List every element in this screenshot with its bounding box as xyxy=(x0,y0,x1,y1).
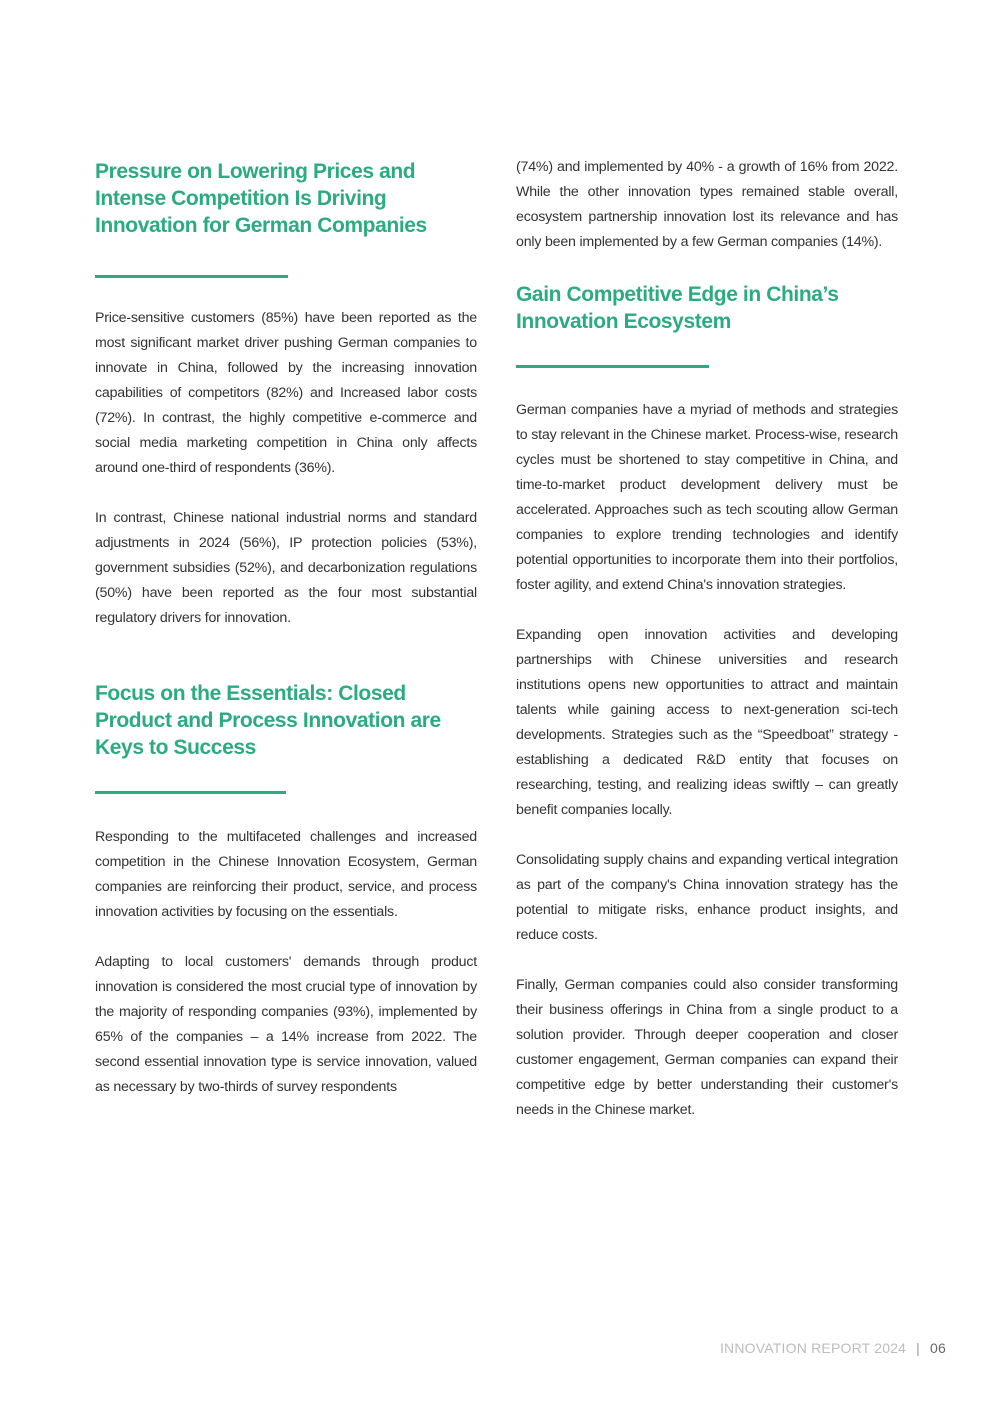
page-number: 06 xyxy=(930,1340,946,1356)
paragraph-reinforcing-innovation: Responding to the multifaceted challenges and increased competition in the Chinese Innovation Ecosystem, German companies are reinforcing their product, service, and process innovation activities by focusing on the essentials. xyxy=(95,829,477,920)
right-column xyxy=(516,155,898,1123)
heading-underline xyxy=(95,275,288,278)
section-heading-competitive-edge: Gain Competitive Edge in China’s Innovation Ecosystem xyxy=(516,283,839,333)
heading-underline xyxy=(516,365,709,368)
paragraph-supply-chains: Consolidating supply chains and expanding vertical integration as part of the company's China innovation strategy has the potential to mitigate risks, enhance product insights, and reduce costs. xyxy=(516,852,898,943)
paragraph-continuation: (74%) and implemented by 40% - a growth of 16% from 2022. While the other innovation types remained stable overall, ecosystem partnership innovation lost its relevance and has only been implemented by a few German companies (14%). xyxy=(516,159,898,250)
section-heading-pricing-pressure: Pressure on Lowering Prices and Intense Competition Is Driving Innovation for German Companies xyxy=(95,160,427,237)
left-column xyxy=(95,158,477,1100)
paragraph-market-drivers: Price-sensitive customers (85%) have been reported as the most significant market driver pushing German companies to innovate in China, followed by the increasing innovation capabilities of competitors (82%) and Increased labor costs (72%). In contrast, the highly competitive e-commerce and social media marketing competition in China only affects around one-third of respondents (36%). xyxy=(95,310,477,476)
page-footer xyxy=(720,1339,946,1357)
paragraph-regulatory-drivers: In contrast, Chinese national industrial norms and standard adjustments in 2024 (56%), IP protection policies (53%), government subsidies (52%), and decarbonization regulations (50%) have been reported as the four most substantial regulatory drivers for innovation. xyxy=(95,510,477,626)
footer-separator: | xyxy=(916,1340,921,1356)
paragraph-methods-strategies: German companies have a myriad of methods and strategies to stay relevant in the Chinese market. Process-wise, research cycles must be shortened to stay competitive in China, and time-to-market product development delivery must be accelerated. Approaches such as tech scouting allow German companies to explore trending technologies and identify potential opportunities to incorporate them into their portfolios, foster agility, and extend China's innovation strategies. xyxy=(516,402,898,593)
section-heading-focus-essentials: Focus on the Essentials: Closed Product and Process Innovation are Keys to Success xyxy=(95,682,441,759)
paragraph-open-innovation: Expanding open innovation activities and developing partnerships with Chinese universities and research institutions opens new opportunities to attract and maintain talents while gaining access to next-generation sci-tech developments. Strategies such as the “Speedboat” strategy - establishing a dedicated R&D entity that focuses on researching, testing, and realizing ideas swiftly – can greatly benefit companies locally. xyxy=(516,627,898,818)
heading-underline xyxy=(95,791,286,794)
paragraph-solution-provider: Finally, German companies could also consider transforming their business offerings in China from a single product to a solution provider. Through deeper cooperation and closer customer engagement, German companies can expand their competitive edge by better understanding their customer's needs in the Chinese market. xyxy=(516,977,898,1118)
footer-report-title: INNOVATION REPORT 2024 xyxy=(719,1340,907,1356)
paragraph-product-innovation: Adapting to local customers' demands through product innovation is considered the most crucial type of innovation by the majority of responding companies (93%), implemented by 65% of the companies – a 14% increase from 2022. The second essential innovation type is service innovation, valued as necessary by two-thirds of survey respondents xyxy=(95,954,477,1095)
